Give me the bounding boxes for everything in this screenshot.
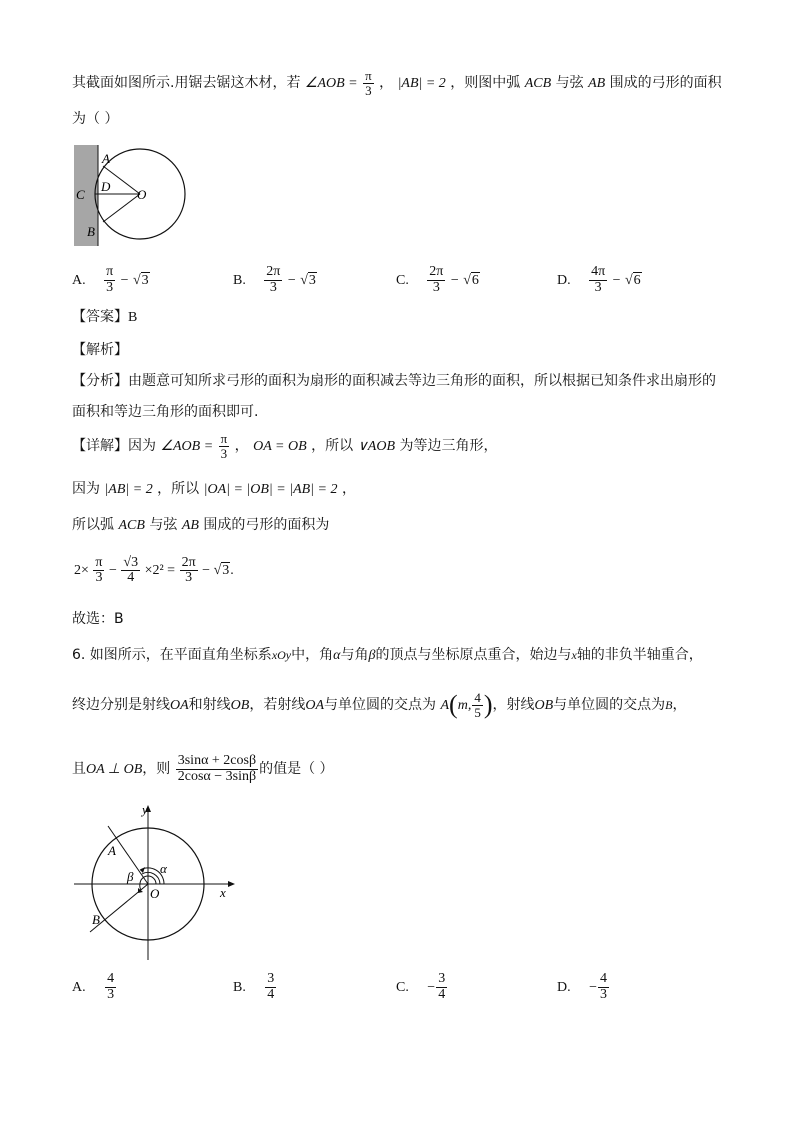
q6-trig-fraction: $\frac{3\sin\alpha + 2\cos\beta}{2\cos\alpha - 3\sin\beta}$ xyxy=(177,752,257,784)
label-beta: β xyxy=(127,869,134,884)
arc-alpha-inner xyxy=(142,872,160,884)
label-d: D xyxy=(101,179,111,194)
label-x: x xyxy=(220,885,226,900)
q5-area-calculation: 2× $\frac{\pi}{3}$ − $\frac{√3}{4}$ ×2² = $\frac{2\pi}{3}$ − √3. xyxy=(74,554,234,586)
angle-aob: ∠AOB = xyxy=(304,76,358,91)
q5-option-b[interactable]: B. $\frac{2\pi}{3}$ − √3 xyxy=(233,263,316,295)
label-a: A xyxy=(102,151,110,166)
q6-option-a[interactable]: A. $\frac{4}{3}$ xyxy=(72,970,115,1002)
q5-option-c[interactable]: C. $\frac{2\pi}{3}$ − √6 xyxy=(396,263,479,295)
q5-fenxi-line2: 面积和等边三角形的面积即可. xyxy=(72,404,259,420)
q6-stem-line1: 6. 如图所示，在平面直角坐标系xOy中，角α与角β的顶点与坐标原点重合，始边与x轴的非负半轴重合， xyxy=(72,647,703,663)
q5-detail-line2: 因为 |AB| = 2 ，所以 |OA| = |OB| = |AB| = 2 ， xyxy=(72,481,356,497)
q5-option-d[interactable]: D. $\frac{4\pi}{3}$ − √6 xyxy=(557,263,641,295)
q5-detail-line3: 所以弧 ACB 与弦 AB 围成的弓形的面积为 xyxy=(72,517,330,533)
radius-ob xyxy=(103,194,140,222)
xiangjie-tag: 【详解】 xyxy=(72,438,128,454)
q5-figure-circle-section xyxy=(70,142,190,248)
answer-tag: 【答案】 xyxy=(72,309,128,325)
q5-choose: 故选：B xyxy=(72,611,124,627)
arrow-alpha xyxy=(140,867,145,873)
q5-option-a[interactable]: A. $\frac{\pi}{3}$ − √3 xyxy=(72,263,149,295)
q5-detail-line1: 【详解】因为 ∠AOB = $\frac{\pi}{3}$ ， OA = OB ，所以 ∨AOB 为等边三角形， xyxy=(72,430,498,461)
fraction-pi-over-3: $\frac{\pi}{3}$ xyxy=(365,67,372,98)
label-o: O xyxy=(137,187,147,202)
q6-option-d[interactable]: D. − $\frac{4}{3}$ xyxy=(557,970,607,1002)
label-b: B xyxy=(92,912,100,927)
label-o: O xyxy=(150,886,160,901)
q6-figure-unit-circle xyxy=(70,800,240,965)
x-axis-arrow xyxy=(228,881,235,887)
q6-option-b[interactable]: B. $\frac{3}{4}$ xyxy=(233,970,275,1002)
q5-analysis-tag: 【解析】 xyxy=(72,342,128,358)
fenxi-tag: 【分析】 xyxy=(72,373,128,389)
q5-stem-line2: 为（ ） xyxy=(72,111,119,127)
label-y: y xyxy=(142,802,148,817)
q5-answer: 【答案】B xyxy=(72,309,138,325)
q6-stem-line2: 终边分别是射线OA和射线OB，若射线OA与单位圆的交点为 A(m, $\frac{4}{5}$ )，射线OB与单位圆的交点为B， xyxy=(72,689,687,720)
q6-option-c[interactable]: C. − $\frac{3}{4}$ xyxy=(396,970,446,1002)
ab-length: |AB| = 2 xyxy=(397,76,446,91)
q6-stem-line3: 且OA ⊥ OB，则 $\frac{3\sin\alpha + 2\cos\beta}{2\cos\alpha - 3\sin\beta}$ 的值是（ ） xyxy=(72,752,334,784)
label-a: A xyxy=(108,843,116,858)
q5-fenxi-line1: 【分析】由题意可知所求弓形的面积为扇形的面积减去等边三角形的面积，所以根据已知条件求出扇形的 xyxy=(72,373,716,389)
q5-stem-line1: 其截面如图所示.用锯去锯这木材，若 ∠AOB = $\frac{\pi}{3}$ ， |AB| = 2 ，则图中弧 ACB 与弦 AB 围成的弓形的面积 xyxy=(72,67,722,98)
label-alpha: α xyxy=(160,861,167,876)
label-c: C xyxy=(76,187,85,202)
label-b: B xyxy=(87,224,95,239)
